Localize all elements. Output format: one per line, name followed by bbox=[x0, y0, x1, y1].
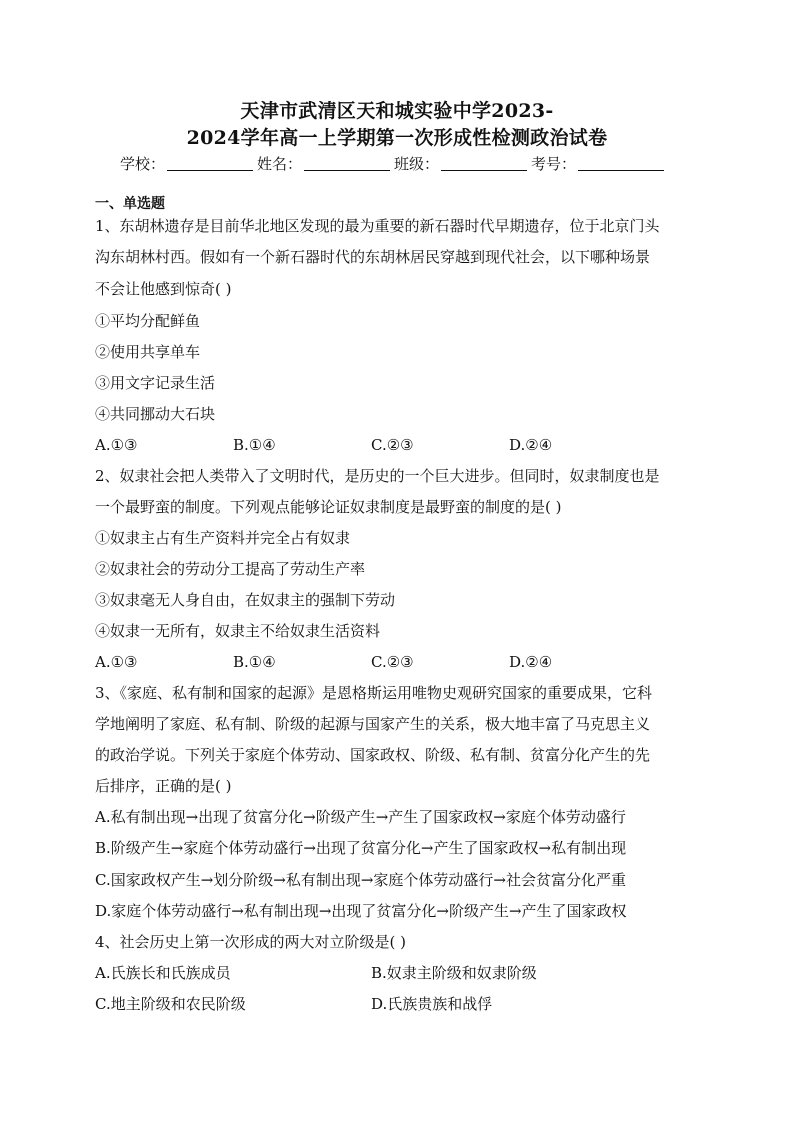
q4-option-c: C.地主阶级和农民阶级 bbox=[95, 995, 246, 1013]
q1-item-4: ④共同挪动大石块 bbox=[95, 405, 216, 423]
name-blank[interactable] bbox=[304, 154, 390, 171]
q1-item-2: ②使用共享单车 bbox=[95, 343, 201, 361]
q3-option-a: A.私有制出现→出现了贫富分化→阶级产生→产生了国家政权→家庭个体劳动盛行 bbox=[95, 808, 626, 826]
class-label: 班级： bbox=[394, 155, 440, 173]
q2-item-4: ④奴隶一无所有，奴隶主不给奴隶生活资料 bbox=[95, 622, 381, 640]
q1-stem-line-2: 沟东胡林村西。假如有一个新石器时代的东胡林居民穿越到现代社会，以下哪种场景 bbox=[95, 248, 651, 266]
school-label: 学校： bbox=[120, 155, 166, 173]
q4-option-d: D.氏族贵族和战俘 bbox=[371, 995, 493, 1013]
student-info-row bbox=[120, 152, 680, 176]
q2-option-d: D.②④ bbox=[509, 653, 553, 671]
exam-number-blank[interactable] bbox=[578, 154, 664, 171]
q1-option-a: A.①③ bbox=[95, 436, 138, 454]
q2-item-1: ①奴隶主占有生产资料并完全占有奴隶 bbox=[95, 529, 351, 547]
q2-stem-line-1: 2、奴隶社会把人类带入了文明时代，是历史的一个巨大进步。但同时，奴隶制度也是 bbox=[95, 467, 660, 485]
school-blank[interactable] bbox=[167, 154, 253, 171]
q2-item-3: ③奴隶毫无人身自由，在奴隶主的强制下劳动 bbox=[95, 591, 396, 609]
q1-option-d: D.②④ bbox=[509, 436, 553, 454]
q3-stem-line-3: 的政治学说。下列关于家庭个体劳动、国家政权、阶级、私有制、贫富分化产生的先 bbox=[95, 746, 651, 764]
q4-stem-line-1: 4、社会历史上第一次形成的两大对立阶级是( ) bbox=[95, 933, 407, 951]
section-heading: 一、单选题 bbox=[95, 196, 165, 212]
q2-option-b: B.①④ bbox=[233, 653, 276, 671]
q2-stem-line-2: 一个最野蛮的制度。下列观点能够论证奴隶制度是最野蛮的制度的是( ) bbox=[95, 498, 562, 516]
q3-stem-line-2: 学地阐明了家庭、私有制、阶级的起源与国家产生的关系，极大地丰富了马克思主义 bbox=[95, 715, 651, 733]
class-blank[interactable] bbox=[441, 154, 527, 171]
q1-option-c: C.②③ bbox=[371, 436, 414, 454]
q3-option-d: D.家庭个体劳动盛行→私有制出现→出现了贫富分化→阶级产生→产生了国家政权 bbox=[95, 902, 627, 920]
exam-number-label: 考号： bbox=[531, 155, 577, 173]
q1-stem-line-3: 不会让他感到惊奇( ) bbox=[95, 280, 232, 298]
q1-item-1: ①平均分配鲜鱼 bbox=[95, 312, 201, 330]
q3-stem-line-1: 3、《家庭、私有制和国家的起源》是恩格斯运用唯物史观研究国家的重要成果，它科 bbox=[95, 684, 653, 702]
q1-stem-line-1: 1、东胡林遗存是目前华北地区发现的最为重要的新石器时代早期遗存，位于北京门头 bbox=[95, 217, 660, 235]
exam-title-line-2: 2024学年高一上学期第一次形成性检测政治试卷 bbox=[186, 127, 608, 149]
q1-item-3: ③用文字记录生活 bbox=[95, 374, 216, 392]
exam-title-line-1: 天津市武清区天和城实验中学2023- bbox=[240, 100, 554, 122]
q2-option-c: C.②③ bbox=[371, 653, 414, 671]
q2-option-a: A.①③ bbox=[95, 653, 138, 671]
q4-option-a: A.氏族长和氏族成员 bbox=[95, 964, 231, 982]
q2-item-2: ②奴隶社会的劳动分工提高了劳动生产率 bbox=[95, 560, 366, 578]
q3-option-c: C.国家政权产生→划分阶级→私有制出现→家庭个体劳动盛行→社会贫富分化严重 bbox=[95, 871, 626, 889]
q3-stem-line-4: 后排序，正确的是( ) bbox=[95, 777, 232, 795]
q4-option-b: B.奴隶主阶级和奴隶阶级 bbox=[371, 964, 537, 982]
q3-option-b: B.阶级产生→家庭个体劳动盛行→出现了贫富分化→产生了国家政权→私有制出现 bbox=[95, 839, 627, 857]
name-label: 姓名： bbox=[257, 155, 303, 173]
q1-option-b: B.①④ bbox=[233, 436, 276, 454]
